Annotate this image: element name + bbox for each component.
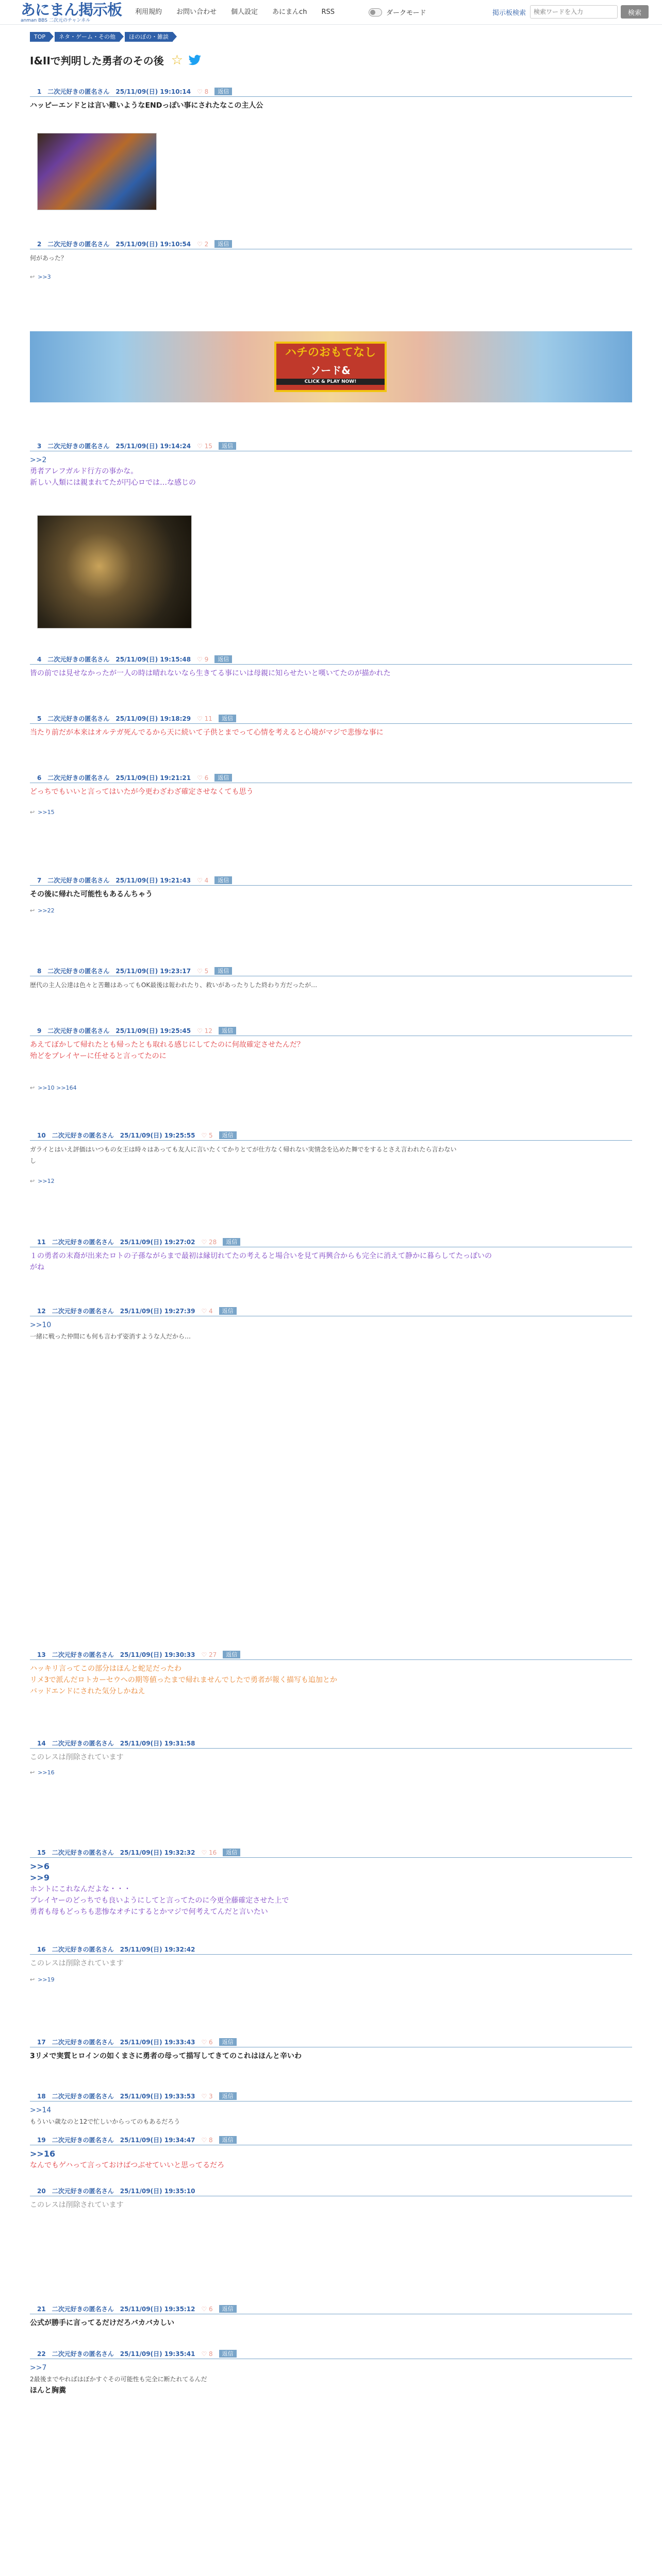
poster-name: 二次元好きの匿名さん — [52, 1132, 114, 1139]
post-body — [30, 979, 632, 991]
like-count: 4 — [209, 1307, 213, 1315]
post-line: リメ3で派んだロトカーセウへの期等値ったまで帰れませんでしたで勇者が報く描写も追加とか — [30, 1676, 337, 1684]
post-body — [30, 1319, 632, 1342]
post-line: このレスは削除されています — [30, 2201, 124, 2209]
post-number[interactable]: 4 — [37, 655, 42, 663]
post-line[interactable]: >>7 — [30, 2364, 47, 2372]
post-number[interactable]: 5 — [37, 715, 42, 722]
post-11 — [30, 1238, 632, 1273]
post-number[interactable]: 9 — [37, 1027, 42, 1035]
reply-anchors[interactable] — [30, 1769, 55, 1777]
post-header — [30, 2305, 632, 2314]
post-date: 25/11/09(日) 19:10:14 — [115, 88, 191, 95]
reply-button[interactable]: 返信 — [214, 967, 232, 975]
post-1-image[interactable] — [37, 133, 157, 210]
post-header — [30, 1651, 632, 1660]
like-icon[interactable]: ♡ 12 — [197, 1027, 212, 1035]
post-line[interactable]: >>2 — [30, 456, 47, 464]
nav-contact[interactable]: お問い合わせ — [176, 8, 217, 16]
like-count: 11 — [204, 715, 212, 722]
reply-arrow-icon: ↩ — [30, 809, 35, 816]
post-line: 皆の前では見せなかったが一人の時は晴れないなら生きてる事にいは母親に知らせたいと嘆いてたのが描かれた — [30, 669, 391, 677]
reply-arrow-icon: ↩ — [30, 1084, 35, 1091]
post-line: 当たり前だが本来はオルテガ死んでるから天に続いて子供とまでって心情を考えると心境がマジで悲惨な事に — [30, 728, 384, 737]
thread-title: I&IIで判明した勇者のその後 — [30, 55, 164, 67]
post-date: 25/11/09(日) 19:15:48 — [115, 656, 191, 663]
poster-name: 二次元好きの匿名さん — [47, 443, 110, 450]
post-body — [30, 2362, 632, 2396]
breadcrumb-category[interactable]: ネタ・ゲーム・その他 — [55, 32, 120, 42]
reply-button[interactable]: 返信 — [214, 240, 232, 248]
post-line: し — [30, 1157, 37, 1164]
nav-rss[interactable]: RSS — [321, 8, 335, 16]
post-number[interactable]: 18 — [37, 2092, 46, 2100]
reply-button[interactable]: 返信 — [219, 1131, 237, 1139]
post-body — [30, 2317, 632, 2329]
reply-button[interactable]: 返信 — [214, 876, 232, 884]
post-20 — [30, 2187, 632, 2211]
post-date: 25/11/09(日) 19:27:39 — [120, 1308, 195, 1315]
reply-anchors[interactable] — [30, 809, 55, 817]
post-line[interactable]: >>14 — [30, 2106, 52, 2114]
post-header — [30, 1739, 632, 1749]
like-count: 2 — [204, 240, 209, 248]
like-count: 4 — [204, 876, 209, 884]
post-number[interactable]: 8 — [37, 967, 42, 975]
post-line[interactable]: >>10 — [30, 1321, 52, 1329]
post-header — [30, 240, 632, 249]
post-line: 公式が勝手に言ってるだけだろバカバカしい — [30, 2319, 174, 2327]
post-line: ハッピーエンドとは言い難いようなENDっぽい事にされたなこの主人公 — [30, 101, 263, 110]
post-date: 25/11/09(日) 19:27:02 — [120, 1239, 195, 1246]
post-number[interactable]: 17 — [37, 2038, 46, 2046]
post-number[interactable]: 14 — [37, 1739, 46, 1747]
poster-name: 二次元好きの匿名さん — [52, 1740, 114, 1747]
search-label[interactable]: 掲示板検索 — [492, 9, 526, 17]
post-line: ほんと胸糞 — [30, 2386, 66, 2395]
post-line: あえてぼかして帰れたとも帰ったとも取れる感じにしてたのに何故確定させたんだ？ — [30, 1041, 304, 1049]
like-icon[interactable]: ♡ 8 — [201, 2136, 213, 2144]
post-body — [30, 786, 632, 798]
like-count: 6 — [204, 774, 209, 782]
post-4 — [30, 655, 632, 679]
post-number[interactable]: 3 — [37, 442, 42, 450]
post-date: 25/11/09(日) 19:35:10 — [120, 2188, 195, 2195]
reply-anchor-links[interactable]: >>16 — [38, 1769, 55, 1776]
post-header — [30, 774, 632, 783]
like-icon[interactable]: ♡ 15 — [197, 442, 212, 450]
poster-name: 二次元好きの匿名さん — [52, 1651, 114, 1658]
like-count: 15 — [204, 442, 212, 450]
post-body — [30, 2199, 632, 2211]
post-date: 25/11/09(日) 19:33:43 — [120, 2039, 195, 2046]
post-date: 25/11/09(日) 19:31:58 — [120, 1740, 195, 1747]
search-input[interactable] — [530, 5, 618, 19]
post-5 — [30, 715, 632, 738]
post-line: プレイヤーのどっちでも良いようにしてと言ってたのに今更全藤確定させた上で — [30, 1896, 289, 1905]
poster-name: 二次元好きの匿名さん — [52, 1849, 114, 1856]
reply-arrow-icon: ↩ — [30, 274, 35, 280]
reply-anchors[interactable] — [30, 1976, 55, 1985]
reply-arrow-icon: ↩ — [30, 1769, 35, 1776]
post-date: 25/11/09(日) 19:23:17 — [115, 968, 191, 975]
post-number[interactable]: 21 — [37, 2305, 46, 2313]
breadcrumb-top[interactable]: TOP — [30, 32, 49, 42]
post-date: 25/11/09(日) 19:14:24 — [115, 443, 191, 450]
post-body — [30, 1752, 632, 1763]
post-line: その後に帰れた可能性もあるんちゃう — [30, 890, 153, 899]
logo-text: あにまん掲示板 — [21, 1, 122, 19]
post-body — [30, 1663, 632, 1697]
poster-name: 二次元好きの匿名さん — [47, 241, 110, 248]
poster-name: 二次元好きの匿名さん — [52, 2350, 114, 2358]
post-header — [30, 1027, 632, 1036]
like-icon[interactable]: ♡ 6 — [201, 2305, 213, 2313]
post-3-image[interactable] — [37, 515, 192, 629]
post-date: 25/11/09(日) 19:21:43 — [115, 877, 191, 884]
post-date: 25/11/09(日) 19:18:29 — [115, 715, 191, 722]
post-line: 一緒に戦った仲間にも何も言わず姿消すような人だから… — [30, 1333, 191, 1340]
post-13 — [30, 1651, 632, 1697]
post-body — [30, 252, 632, 264]
post-number[interactable]: 12 — [37, 1307, 46, 1315]
like-icon[interactable]: ♡ 16 — [201, 1849, 217, 1856]
post-number[interactable]: 19 — [37, 2136, 46, 2144]
like-icon[interactable]: ♡ 9 — [197, 655, 209, 663]
post-date: 25/11/09(日) 19:32:32 — [120, 1849, 195, 1856]
post-line[interactable]: >>6 — [30, 1861, 49, 1871]
post-header — [30, 2092, 632, 2102]
post-header — [30, 2350, 632, 2359]
post-line: 2最後までやればはぼかすぐその可能性も完全に断たれてるんだ — [30, 2376, 207, 2383]
reply-button[interactable]: 返信 — [223, 1238, 240, 1246]
reply-anchors[interactable] — [30, 907, 55, 916]
post-number[interactable]: 13 — [37, 1651, 46, 1658]
post-number[interactable]: 11 — [37, 1238, 46, 1246]
post-line: なんでもゲハって言っておけばつぶせていいと思ってるだろ — [30, 2161, 225, 2170]
post-8 — [30, 967, 632, 991]
poster-name: 二次元好きの匿名さん — [47, 656, 110, 663]
like-icon[interactable]: ♡ 8 — [197, 88, 209, 95]
post-number[interactable]: 6 — [37, 774, 42, 782]
breadcrumb-board[interactable]: ほのぼの・雑談 — [125, 32, 173, 42]
search-button[interactable]: 検索 — [621, 5, 649, 19]
post-header — [30, 1238, 632, 1247]
post-header — [30, 1307, 632, 1316]
thread-title-row — [30, 53, 202, 67]
post-line: ハッキリ言ってこの部分はほんと蛇足だったわ — [30, 1665, 181, 1673]
banner-logo — [274, 342, 387, 392]
twitter-bird-icon[interactable] — [188, 55, 202, 66]
post-2 — [30, 240, 632, 280]
poster-name: 二次元好きの匿名さん — [47, 1027, 110, 1035]
post-body — [30, 100, 632, 111]
post-line: 何があった？ — [30, 255, 67, 262]
post-line: どっちでもいいと言ってはいたが今更わざわざ確定させなくても思う — [30, 788, 254, 796]
reply-button[interactable]: 返信 — [219, 442, 236, 450]
poster-name: 二次元好きの匿名さん — [52, 2137, 114, 2144]
post-date: 25/11/09(日) 19:21:21 — [115, 774, 191, 782]
post-21 — [30, 2305, 632, 2329]
dark-mode-toggle[interactable] — [369, 7, 426, 17]
reply-button[interactable]: 返信 — [214, 88, 232, 95]
reply-anchor-links[interactable]: >>10 >>164 — [38, 1084, 77, 1091]
post-number[interactable]: 10 — [37, 1131, 46, 1139]
post-date: 25/11/09(日) 19:10:54 — [115, 241, 191, 248]
site-logo[interactable] — [21, 2, 122, 23]
post-header — [30, 655, 632, 665]
post-14 — [30, 1739, 632, 1776]
post-12 — [30, 1307, 632, 1342]
like-count: 12 — [204, 1027, 212, 1035]
post-body — [30, 889, 632, 900]
post-date: 25/11/09(日) 19:34:47 — [120, 2137, 195, 2144]
post-line[interactable]: >>9 — [30, 1873, 49, 1883]
post-header — [30, 2187, 632, 2196]
reply-arrow-icon: ↩ — [30, 1178, 35, 1184]
post-header — [30, 2038, 632, 2047]
reply-button[interactable]: 返信 — [214, 655, 232, 663]
poster-name: 二次元好きの匿名さん — [52, 2093, 114, 2100]
poster-name: 二次元好きの匿名さん — [52, 2188, 114, 2195]
reply-button[interactable]: 返信 — [223, 1849, 240, 1856]
post-line: このレスは削除されています — [30, 1753, 124, 1761]
post-number[interactable]: 20 — [37, 2187, 46, 2195]
reply-anchor-links[interactable]: >>22 — [38, 907, 55, 914]
post-7 — [30, 876, 632, 914]
nav-terms[interactable]: 利用規約 — [135, 8, 162, 16]
post-body — [30, 1250, 632, 1273]
like-count: 16 — [209, 1849, 217, 1856]
post-body — [30, 2105, 632, 2127]
like-count: 8 — [209, 2136, 213, 2144]
post-line[interactable]: >>16 — [30, 2149, 56, 2159]
poster-name: 二次元好きの匿名さん — [52, 1308, 114, 1315]
post-date: 25/11/09(日) 19:35:41 — [120, 2350, 195, 2358]
post-number[interactable]: 15 — [37, 1849, 46, 1856]
like-count: 3 — [209, 2092, 213, 2100]
reply-anchor-links[interactable]: >>3 — [38, 274, 51, 280]
ad-banner[interactable] — [30, 331, 632, 402]
like-count: 28 — [209, 1238, 217, 1246]
like-count: 5 — [209, 1131, 213, 1139]
reply-anchor-links[interactable]: >>12 — [38, 1178, 55, 1184]
like-icon[interactable]: ♡ 6 — [201, 2038, 213, 2046]
post-number[interactable]: 22 — [37, 2350, 46, 2358]
like-icon[interactable]: ♡ 4 — [197, 876, 209, 884]
post-line: がね — [30, 1263, 44, 1272]
reply-button[interactable]: 返信 — [219, 2305, 237, 2313]
post-10 — [30, 1131, 632, 1184]
dark-mode-label: ダークモード — [386, 9, 426, 17]
like-icon[interactable]: ♡ 8 — [201, 2350, 213, 2358]
header-nav — [135, 7, 349, 18]
search-bar — [492, 5, 649, 19]
like-count: 6 — [209, 2038, 213, 2046]
post-number[interactable]: 16 — [37, 1945, 46, 1953]
post-line: １の勇者の末裔が出来たロトの子孫ながらまで最初は縁切れてたの考えると場合いを見て再興合からも完全に消えて静かに暮らしてたっぽいの — [30, 1252, 492, 1260]
post-body — [30, 727, 632, 738]
banner-line2: ソード& — [310, 364, 351, 377]
reply-anchor-links[interactable]: >>19 — [38, 1976, 55, 1983]
reply-button[interactable]: 返信 — [219, 2092, 237, 2100]
post-header — [30, 442, 632, 451]
toggle-switch[interactable] — [369, 8, 382, 16]
post-line: ガライとはいえ評価はいつもの女王は時々はあっても友人に言いたくてかりとてが仕方なく帰れない実情念を込めた舞でをするとさえ言われたら言わない — [30, 1146, 457, 1153]
reply-arrow-icon: ↩ — [30, 907, 35, 914]
post-17 — [30, 2038, 632, 2062]
post-line: 勇者アレフガルド行方の事かな。 — [30, 467, 138, 476]
post-body — [30, 1144, 632, 1166]
post-header — [30, 1849, 632, 1858]
post-1 — [30, 88, 632, 111]
banner-line1: ハチのおもてなし — [285, 346, 376, 359]
post-date: 25/11/09(日) 19:25:55 — [120, 1132, 195, 1139]
post-header — [30, 2136, 632, 2145]
star-icon[interactable]: ☆ — [171, 52, 184, 68]
reply-anchor-links[interactable]: >>15 — [38, 809, 55, 816]
post-date: 25/11/09(日) 19:35:12 — [120, 2306, 195, 2313]
post-line: 歴代の主人公達は色々と苦難はあってもOK最後は報われたり、救いがあったりした終わり方だったが… — [30, 981, 318, 989]
post-header — [30, 1131, 632, 1141]
reply-button[interactable]: 返信 — [219, 715, 236, 722]
like-icon[interactable]: ♡ 2 — [197, 240, 209, 248]
like-count: 5 — [204, 967, 209, 975]
post-3 — [30, 442, 632, 488]
post-18 — [30, 2092, 632, 2127]
post-line: もういい歳なのと12で忙しいからってのもあるだろう — [30, 2118, 180, 2125]
post-body — [30, 1861, 632, 1918]
post-date: 25/11/09(日) 19:33:53 — [120, 2093, 195, 2100]
poster-name: 二次元好きの匿名さん — [47, 715, 110, 722]
like-icon[interactable]: ♡ 6 — [197, 774, 209, 782]
site-header — [0, 0, 662, 25]
like-count: 9 — [204, 655, 209, 663]
poster-name: 二次元好きの匿名さん — [47, 877, 110, 884]
nav-settings[interactable]: 個人設定 — [231, 8, 258, 16]
post-line: ホントにこれなんだよな・・・ — [30, 1885, 131, 1893]
post-line: 勇者も母もどっちも悲惨なオチにするとかマジで何考えてんだと言いたい — [30, 1908, 268, 1916]
post-date: 25/11/09(日) 19:32:42 — [120, 1946, 195, 1953]
post-body — [30, 454, 632, 488]
nav-animanch[interactable]: あにまんch — [272, 8, 307, 16]
like-icon[interactable]: ♡ 4 — [201, 1307, 213, 1315]
reply-button[interactable]: 返信 — [219, 2136, 237, 2144]
post-header — [30, 876, 632, 886]
post-number[interactable]: 1 — [37, 88, 42, 95]
post-15 — [30, 1849, 632, 1918]
poster-name: 二次元好きの匿名さん — [52, 2306, 114, 2313]
reply-button[interactable]: 返信 — [214, 774, 232, 782]
breadcrumb — [30, 32, 178, 42]
post-body — [30, 2148, 632, 2171]
post-line: 新しい人類には親まれてたが円心ロでは…な感じの — [30, 479, 196, 487]
reply-button[interactable]: 返信 — [219, 1307, 237, 1315]
post-line: バッドエンドにされた気分しかねえ — [30, 1687, 145, 1696]
poster-name: 二次元好きの匿名さん — [47, 774, 110, 782]
like-count: 27 — [209, 1651, 217, 1658]
reply-anchors[interactable] — [30, 274, 51, 282]
like-count: 8 — [209, 2350, 213, 2358]
poster-name: 二次元好きの匿名さん — [52, 2039, 114, 2046]
logo-subtitle: anman BBS 二次元のチャンネル — [21, 18, 91, 23]
post-body — [30, 2050, 632, 2062]
post-header — [30, 88, 632, 97]
like-count: 8 — [204, 88, 209, 95]
post-header — [30, 715, 632, 724]
post-line: このレスは削除されています — [30, 1959, 124, 1968]
post-header — [30, 1945, 632, 1955]
post-19 — [30, 2136, 632, 2171]
post-body — [30, 1039, 632, 1062]
reply-button[interactable]: 返信 — [223, 1651, 240, 1658]
post-number[interactable]: 7 — [37, 876, 42, 884]
post-body — [30, 1958, 632, 1969]
poster-name: 二次元好きの匿名さん — [52, 1239, 114, 1246]
like-count: 6 — [209, 2305, 213, 2313]
post-date: 25/11/09(日) 19:25:45 — [115, 1027, 191, 1035]
post-22 — [30, 2350, 632, 2396]
post-number[interactable]: 2 — [37, 240, 42, 248]
post-line: 殆どをプレイヤーに任せると言ってたのに — [30, 1052, 167, 1060]
post-date: 25/11/09(日) 19:30:33 — [120, 1651, 195, 1658]
post-16 — [30, 1945, 632, 1983]
like-icon[interactable]: ♡ 28 — [201, 1238, 217, 1246]
like-icon[interactable]: ♡ 27 — [201, 1651, 217, 1658]
reply-anchors[interactable] — [30, 1178, 55, 1186]
post-9 — [30, 1027, 632, 1091]
like-icon[interactable]: ♡ 5 — [201, 1131, 213, 1139]
reply-button[interactable]: 返信 — [219, 1027, 236, 1035]
reply-button[interactable]: 返信 — [219, 2038, 237, 2046]
post-line: 3リメで実質ヒロインの如くまさに勇者の母って描写してきてのこれはほんと辛いわ — [30, 2052, 302, 2060]
poster-name: 二次元好きの匿名さん — [47, 88, 110, 95]
post-body — [30, 668, 632, 679]
poster-name: 二次元好きの匿名さん — [47, 968, 110, 975]
like-icon[interactable]: ♡ 11 — [197, 715, 212, 722]
reply-arrow-icon: ↩ — [30, 1976, 35, 1983]
like-icon[interactable]: ♡ 3 — [201, 2092, 213, 2100]
poster-name: 二次元好きの匿名さん — [52, 1946, 114, 1953]
post-6 — [30, 774, 632, 816]
reply-button[interactable]: 返信 — [219, 2350, 237, 2358]
like-icon[interactable]: ♡ 5 — [197, 967, 209, 975]
banner-line3: CLICK & PLAY NOW! — [276, 379, 385, 385]
reply-anchors[interactable] — [30, 1084, 77, 1093]
post-header — [30, 967, 632, 976]
